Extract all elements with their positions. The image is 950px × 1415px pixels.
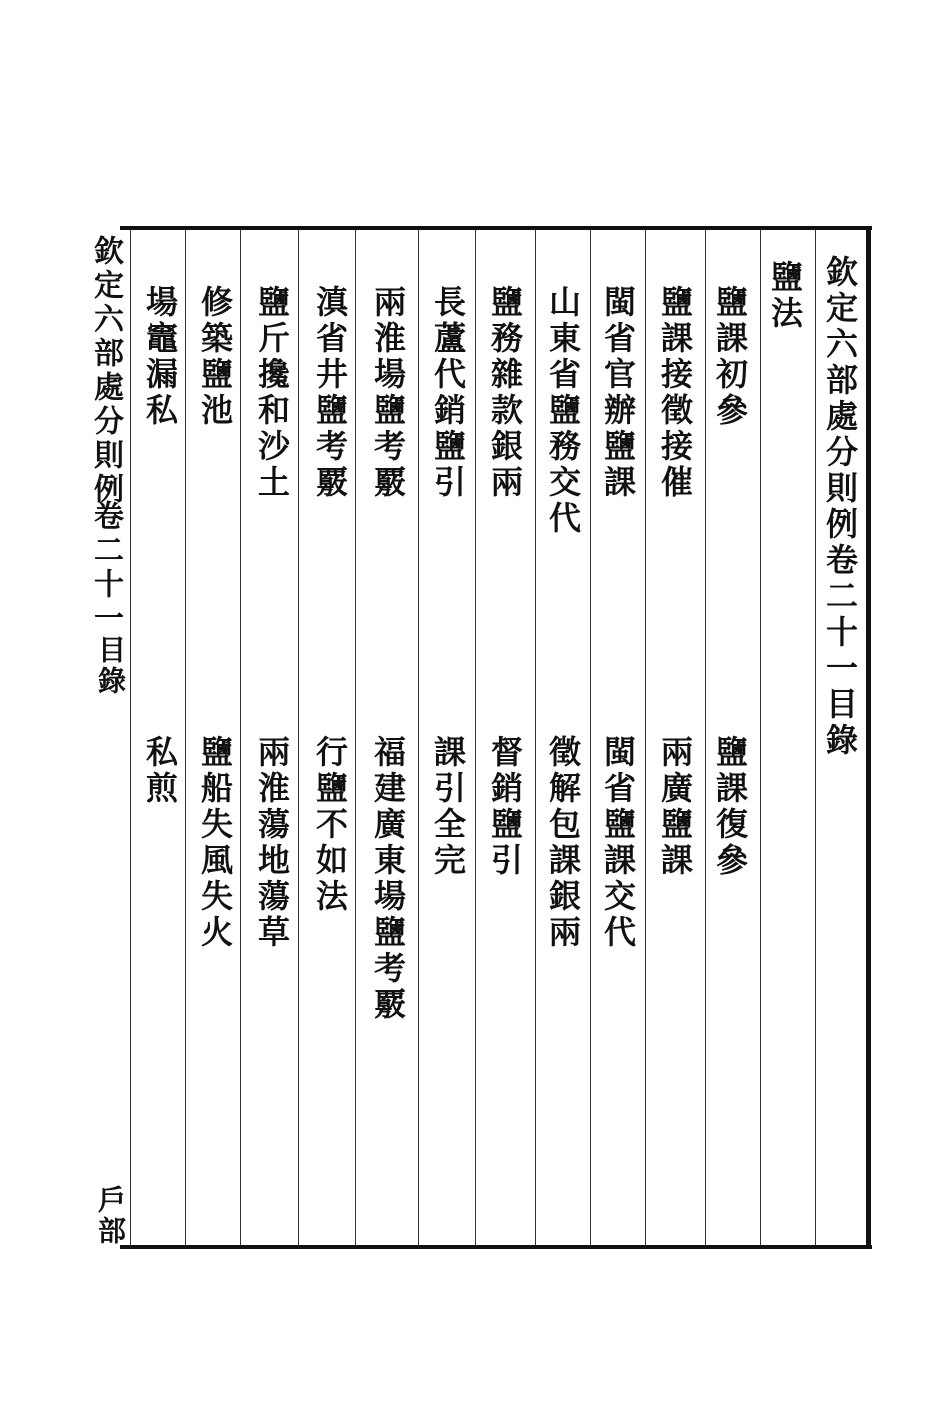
toc-entry: 鹽斤攙和沙土: [253, 285, 291, 501]
toc-entry: 閩省鹽課交代: [599, 735, 637, 951]
column-divider: [298, 230, 299, 1245]
toc-entry: 鹽船失風失火: [196, 735, 234, 951]
margin-label: 目錄: [94, 635, 127, 697]
column-divider: [705, 230, 706, 1245]
toc-entry: 鹽課初參: [711, 285, 749, 429]
column-divider: [815, 230, 816, 1245]
frame-right-rule: [866, 226, 871, 1249]
column-divider: [475, 230, 476, 1245]
toc-entry: 長蘆代銷鹽引: [429, 285, 467, 501]
toc-entry: 鹽課復參: [711, 735, 749, 879]
toc-entry: 福建廣東場鹽考覈: [369, 735, 407, 1023]
toc-entry: 兩廣鹽課: [656, 735, 694, 879]
margin-running-title: 欽定六部處分則例: [88, 235, 123, 507]
toc-entry: 課引全完: [429, 735, 467, 879]
column-divider: [645, 230, 646, 1245]
column-divider: [760, 230, 761, 1245]
column-divider: [590, 230, 591, 1245]
toc-entry: 行鹽不如法: [311, 735, 349, 915]
column-divider: [130, 230, 131, 1245]
margin-volume: 卷二十一: [88, 500, 123, 636]
column-divider: [535, 230, 536, 1245]
toc-entry: 兩淮蕩地蕩草: [253, 735, 291, 951]
toc-entry: 修築鹽池: [196, 285, 234, 429]
section-heading: 鹽法: [766, 260, 804, 332]
margin-bottom-note: 戶部: [94, 1185, 127, 1247]
frame-bottom-rule: [120, 1245, 872, 1249]
toc-entry: 鹽務雜款銀兩: [486, 285, 524, 501]
column-divider: [185, 230, 186, 1245]
column-divider: [418, 230, 419, 1245]
toc-entry: 鹽課接徵接催: [656, 285, 694, 501]
toc-entry: 督銷鹽引: [486, 735, 524, 879]
page-title: 欽定六部處分則例卷二十一目錄: [821, 255, 859, 759]
toc-entry: 私煎: [141, 735, 179, 807]
column-divider: [240, 230, 241, 1245]
toc-entry: 兩淮場鹽考覈: [369, 285, 407, 501]
toc-entry: 徵解包課銀兩: [544, 735, 582, 951]
toc-entry: 山東省鹽務交代: [544, 285, 582, 537]
toc-entry: 場竈漏私: [141, 285, 179, 429]
column-divider: [355, 230, 356, 1245]
toc-entry: 滇省井鹽考覈: [311, 285, 349, 501]
toc-entry: 閩省官辦鹽課: [599, 285, 637, 501]
